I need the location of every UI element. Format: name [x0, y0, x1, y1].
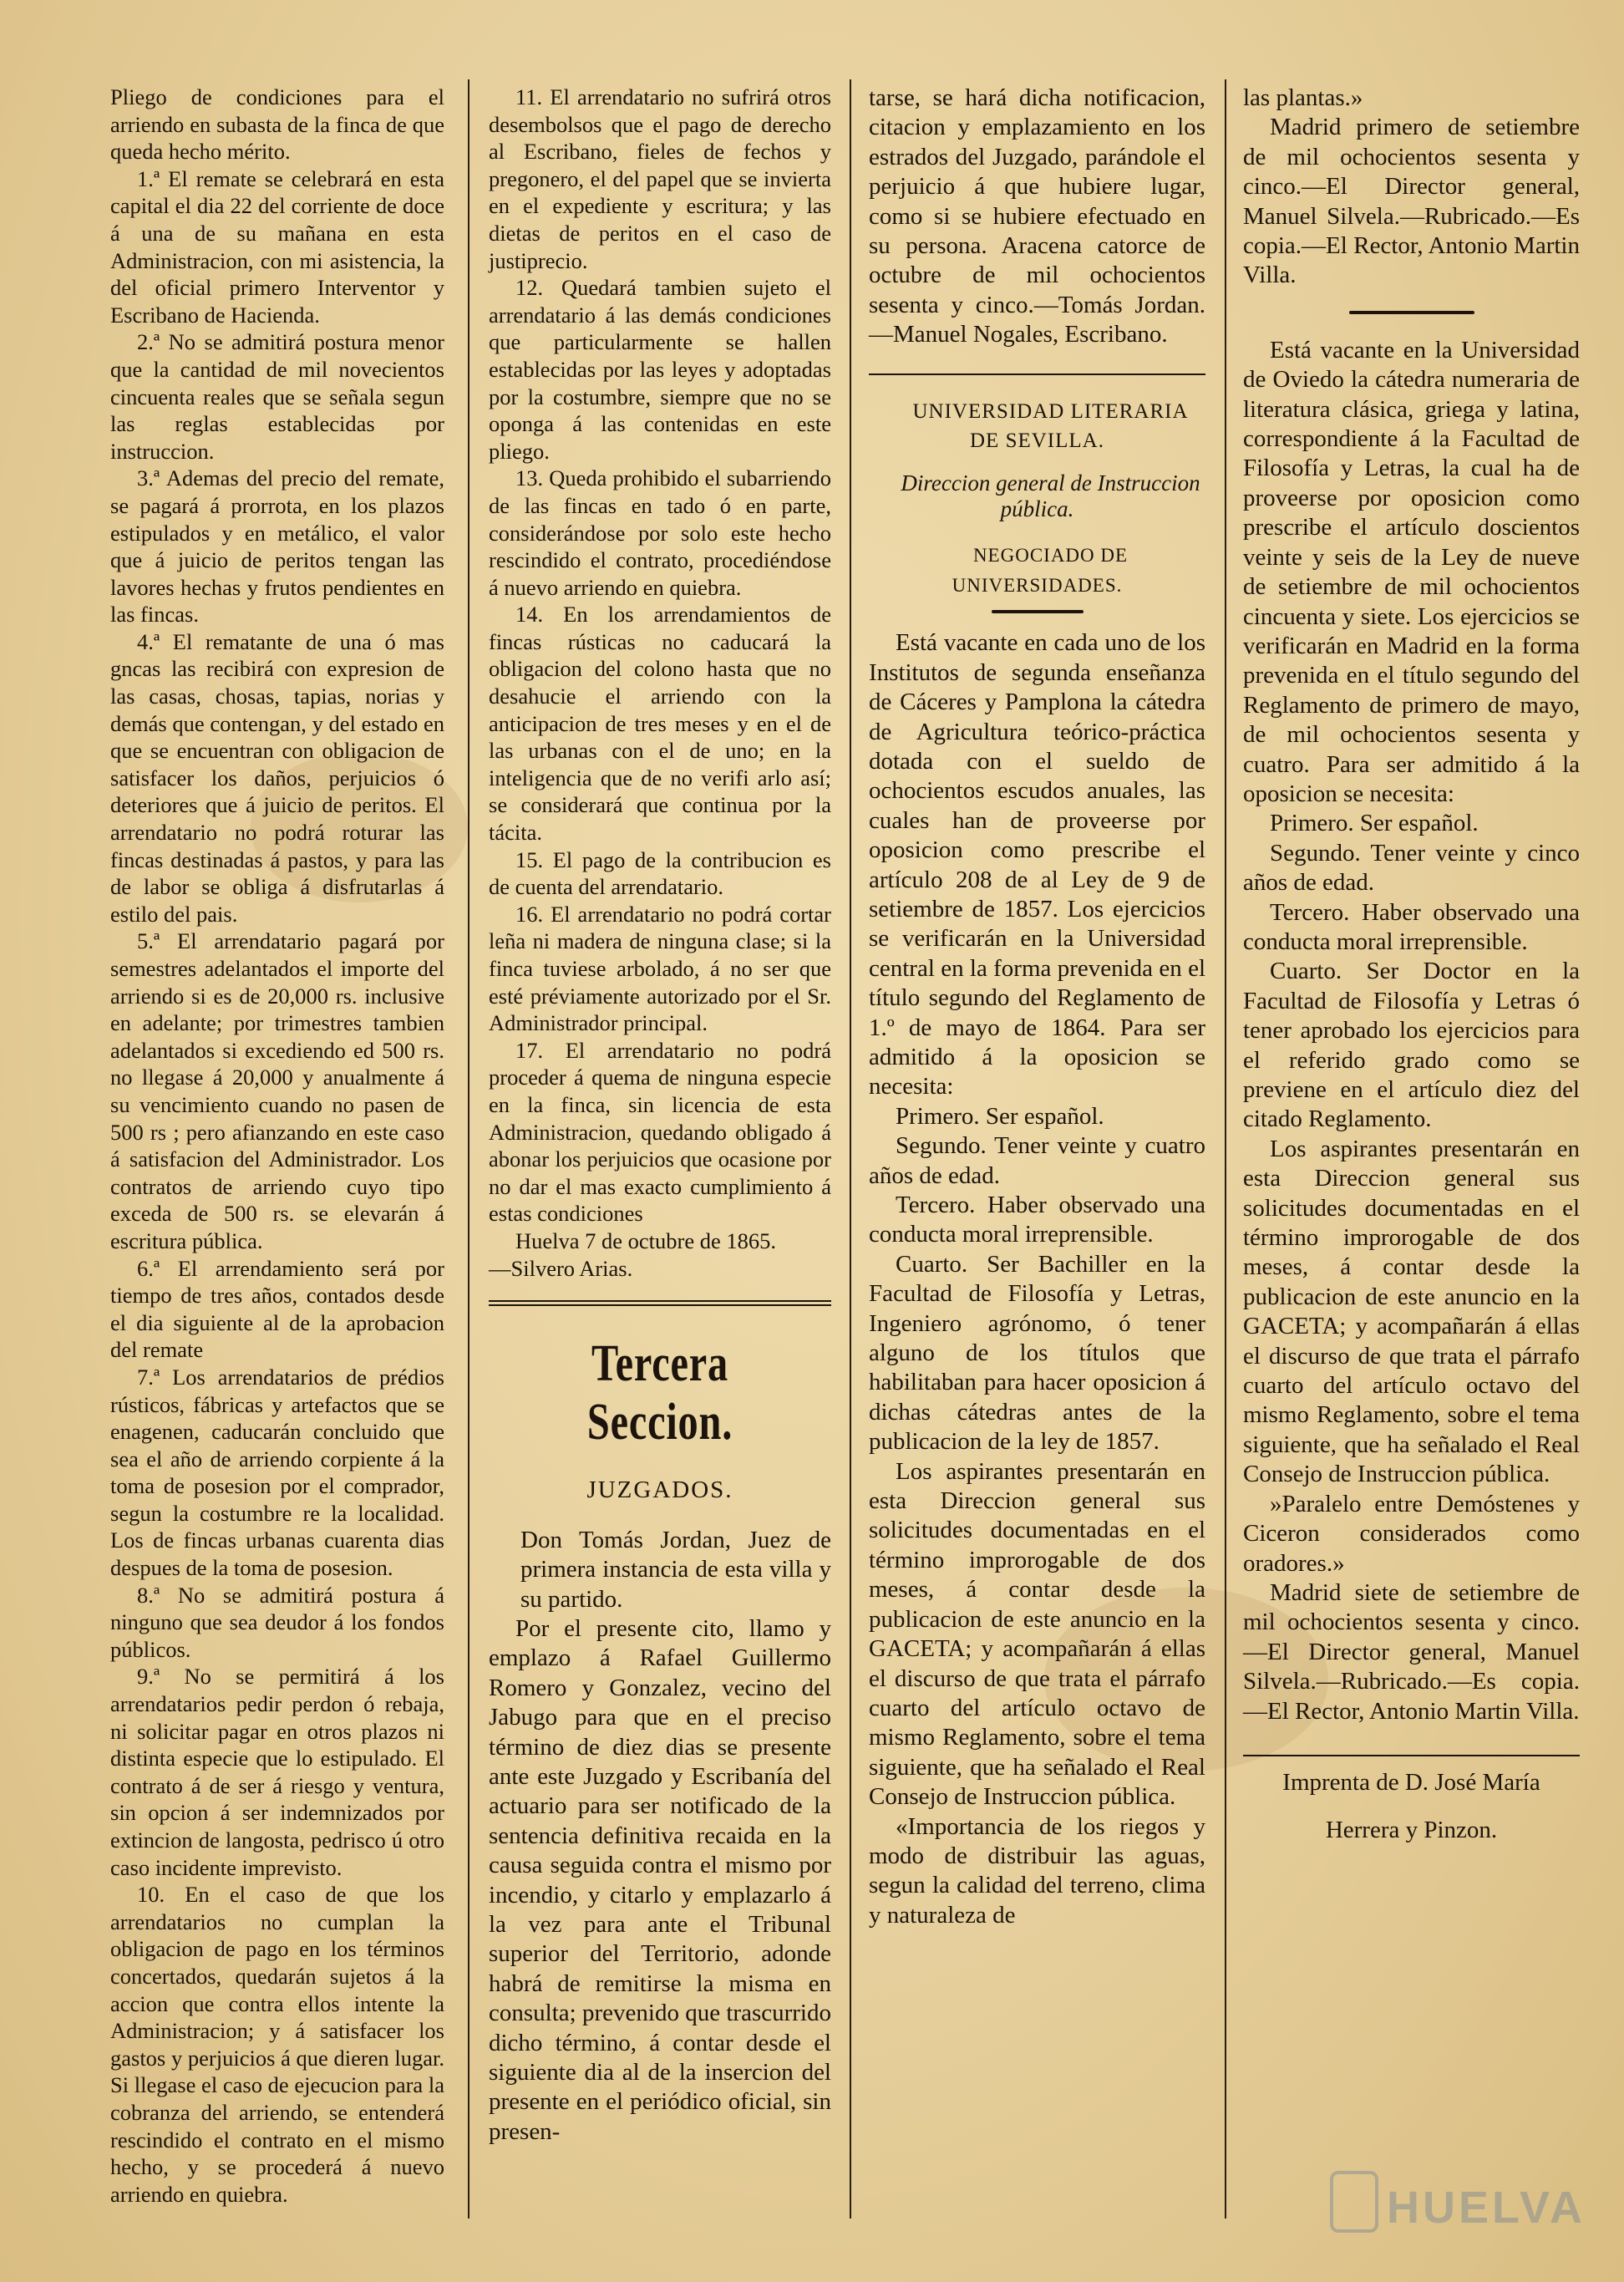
announcement-paragraph: las plantas.»	[1243, 84, 1363, 111]
announcement-paragraph: «Importancia de los riegos y modo de distribuir las aguas, segun la calidad del terreno, clima y naturaleza de	[869, 1812, 1205, 1929]
sevilla-announcement	[869, 628, 1205, 1930]
judge-intro: Don Tomás Jordan, Juez de primera instancia de esta villa y su partido.	[520, 1526, 831, 1613]
library-watermark	[1328, 2164, 1586, 2264]
column-1	[110, 84, 444, 2208]
column-rule	[468, 79, 469, 2218]
column-3	[869, 84, 1205, 1930]
lease-condition: 4.ª El rematante de una ó mas gncas las recibirá con expresion de las casas, chosas, tapias, norias y demás que contengan, y del estado en que se encuentran con obligacion de satisfacer los daños, perjuicios ó deteriores que á juicio de peritos. El arrendatario no podrá roturar las fincas destinadas á pastos, y para las de labor se obliga á disfrutarlas á estilo del pais.	[110, 628, 444, 927]
imprint-line-2: Herrera y Pinzon.	[1325, 1817, 1498, 1844]
oviedo-announcement	[1243, 336, 1580, 1726]
announcement-paragraph: Segundo. Tener veinte y cinco años de edad.	[1243, 839, 1580, 897]
summons-body: Por el presente cito, llamo y emplazo á Rafael Guillermo Romero y Gonzalez, vecino del Jabugo para que en el preciso término de diez dias se presente ante este Juzgado y Escribanía del actuario para ser notificado de la sentencia definitiva recaida en la causa seguida contra el mismo por incendio, y citarlo y emplazarlo á la vez para ante el Tribunal superior del Territorio, adonde habrá de remitirse la misma en consulta; prevenido que trascurrido dicho término, á contar desde el siguiente dia al de la insercion del presente en el periódico oficial, sin presen-	[489, 1614, 831, 2145]
column-rule	[1225, 79, 1226, 2218]
lease-clause: 11. El arrendatario no sufrirá otros desembolsos que el pago de derecho al Escribano, fieles de fechos y pregonero, el del papel que se invierta en el expediente y escritura; y las dietas de peritos en el caso de justiprecio.	[489, 84, 831, 273]
ornament-rule	[992, 610, 1084, 613]
juzgados-heading: JUZGADOS.	[586, 1476, 733, 1504]
closing-signature: —Silvero Arias.	[489, 1255, 633, 1281]
direccion-heading: Direccion general de Instruccion pública.	[901, 470, 1200, 522]
lease-condition: Pliego de condiciones para el arriendo en subasta de la finca de que queda hecho mérito.	[110, 84, 444, 165]
lease-clause: 16. El arrendatario no podrá cortar leña ni madera de ninguna clase; si la finca tuviese arbolado, á no ser que esté préviamente autorizado por el Sr. Administrador principal.	[489, 901, 831, 1036]
announcement-paragraph: Primero. Ser español.	[896, 1102, 1104, 1130]
shield-icon	[1332, 2173, 1377, 2231]
negociado-heading: NEGOCIADO DE UNIVERSIDADES.	[952, 545, 1129, 596]
announcement-paragraph: Los aspirantes presentarán en esta Direccion general sus solicitudes documentadas en el término improrogable de dos meses, á contar desde la publicacion de este anuncio en la GACETA; y acompañarán á ellas el discurso de que trata el párrafo cuarto del artículo octavo de mismo Reglamento, sobre el tema siguiente, que ha señalado el Real Consejo de Instruccion pública.	[869, 1457, 1205, 1811]
summons-continuation: tarse, se hará dicha notificacion, citacion y emplazamiento en los estrados del Juzgado, parándole el perjuicio á que hubiere lugar, como si se hubiere efectuado en su persona. Aracena catorce de octubre de mil ochocientos sesenta y cinco.—Tomás Jordan.—Manuel Nogales, Escribano.	[869, 84, 1205, 348]
lease-condition: 1.ª El remate se celebrará en esta capital el dia 22 del corriente de doce á una de su mañana en esta Administracion, con mi asistencia, la del oficial primero Interventor y Escribano de Hacienda.	[110, 165, 444, 328]
column-4	[1243, 84, 1580, 1846]
lease-condition: 6.ª El arrendamiento será por tiempo de tres años, contados desde el dia siguiente al de la aprobacion del remate	[110, 1255, 444, 1363]
lease-clauses	[489, 84, 831, 1227]
announcement-paragraph: Primero. Ser español.	[1270, 810, 1479, 837]
announcement-paragraph: Tercero. Haber observado una conducta moral irreprensible.	[1243, 898, 1580, 955]
announcement-paragraph: Los aspirantes presentarán en esta Direccion general sus solicitudes documentadas en el término improrogable de dos meses, á contar desde la publicacion de este anuncio en la GACETA; y acompañarán á ellas el discurso de que trata el párrafo cuarto del artículo octavo del mismo Reglamento, sobre el tema siguiente, que ha señalado el Real Consejo de Instruccion pública.	[1243, 1135, 1580, 1488]
imprint-line-1: Imprenta de D. José María	[1282, 1768, 1540, 1796]
lease-clause: 13. Queda prohibido el subarriendo de las fincas en tado ó en parte, considerándose por solo este hecho rescindido el contrato, procediéndose á nuevo arriendo en quiebra.	[489, 465, 831, 600]
lease-condition: 7.ª Los arrendatarios de prédios rústicos, fábricas y artefactos que se enagenen, caducarán concluido que sea el año de arriendo corpiente á la toma de posesion por el comprador, segun la costumbre re la localidad. Los de fincas urbanas cuarenta dias despues de la toma de posesion.	[110, 1364, 444, 1581]
lease-clause: 12. Quedará tambien sujeto el arrendatario á las demás condiciones que particularmente se hallen establecidas por las leyes y adoptadas por la costumbre, siempre que no se oponga á las contenidas en este pliego.	[489, 275, 831, 464]
section-divider	[489, 1300, 831, 1306]
lease-clause: 15. El pago de la contribucion es de cuenta del arrendatario.	[489, 846, 831, 900]
divider	[869, 374, 1205, 375]
lease-condition: 3.ª Ademas del precio del remate, se pagará á prorrota, en los plazos estipulados y en metálico, el valor que á juicio de peritos tengan las lavores hechas y frutos pendientes en las fincas.	[110, 465, 444, 628]
closing-date: Huelva 7 de octubre de 1865.	[515, 1227, 777, 1253]
announcement-paragraph: Está vacante en cada uno de los Institutos de segunda enseñanza de Cáceres y Pamplona la cátedra de Agricultura teórico-práctica dotada con el sueldo de ochocientos escudos anuales, las cuales han de proveerse por oposicion como prescribe el artículo 208 de al Ley de 9 de setiembre de 1857. Los ejercicios se verificarán en la Universidad central en la forma prevenida en el título segundo del Reglamento de 1.º de mayo de 1864. Para ser admitido á la oposicion se necesita:	[869, 629, 1205, 1100]
watermark-text: HUELVA	[1387, 2183, 1586, 2233]
announcement-paragraph: Madrid siete de setiembre de mil ochocientos sesenta y cinco.—El Director general, Manuel Silvela.—Rubricado.—Es copia.—El Rector, Antonio Martin Villa.	[1243, 1578, 1580, 1725]
oviedo-previous-end	[1243, 84, 1580, 291]
lease-condition: 2.ª No se admitirá postura menor que la cantidad de mil novecientos cincuenta reales que se señala segun las reglas establecidas por instruccion.	[110, 329, 444, 464]
announcement-paragraph: Segundo. Tener veinte y cuatro años de edad.	[869, 1132, 1205, 1189]
announcement-paragraph: Cuarto. Ser Doctor en la Facultad de Filosofía y Letras ó tener aprobado los ejercicios para el referido grado como se previene en el artículo diez del citado Reglamento.	[1243, 958, 1580, 1133]
university-heading: UNIVERSIDAD LITERARIA DE SEVILLA.	[912, 399, 1189, 453]
lease-condition: 5.ª El arrendatario pagará por semestres adelantados el importe del arriendo si es de 20,000 rs. inclusive en adelante; por trimestres tambien adelantados si excediendo ed 500 rs. no llegase á 20,000 y anualmente á su vencimiento cuando no pasen de 500 rs ; pero afianzando en este caso á satisfacion del Administrador. Los contratos de arriendo cuyo tipo exceda de 500 rs. se elevarán á escritura pública.	[110, 928, 444, 1253]
announcement-paragraph: Tercero. Haber observado una conducta moral irreprensible.	[869, 1192, 1205, 1248]
ornament-rule	[1349, 311, 1474, 314]
section-title: Tercera Seccion.	[586, 1335, 733, 1451]
announcement-paragraph: Está vacante en la Universidad de Oviedo la cátedra numeraria de literatura clásica, griega y latina, correspondiente á la Facultad de Filosofía y Letras, la cual ha de proveerse por oposicion como prescribe el artículo doscientos veinte y seis de la Ley de nueve de setiembre de mil ochocientos cincuenta y siete. Los ejercicios se verificarán en Madrid en la forma prevenida en el título segundo del Reglamento de primero de mayo, de mil ochocientos sesenta y cuatro. Para ser admitido á la oposicion se necesita:	[1243, 336, 1580, 807]
divider	[1243, 1755, 1580, 1756]
announcement-paragraph: »Paralelo entre Demóstenes y Ciceron considerados como oradores.»	[1243, 1490, 1580, 1577]
lease-condition: 9.ª No se permitirá á los arrendatarios pedir perdon ó rebaja, ni solicitar pagar en otros plazos ni distinta especie que lo estipulado. El contrato á de ser á riesgo y ventura, sin opcion á ser indemnizados por extincion de langosta, pedrisco ú otro caso incidente imprevisto.	[110, 1664, 444, 1880]
lease-condition: 10. En el caso de que los arrendatarios no cumplan la obligacion de pago en los términos concertados, quedarán sujetos á la accion que contra ellos intente la Administracion; y á satisfacer los gastos y perjuicios á que dieren lugar. Si llegase el caso de ejecucion para la cobranza del arriendo, se entenderá rescindido el contrato en el mismo hecho, y se procederá á nuevo arriendo en quiebra.	[110, 1882, 444, 2207]
announcement-paragraph: Cuarto. Ser Bachiller en la Facultad de Filosofía y Letras, Ingeniero agrónomo, ó tener alguno de los títulos que habilitaban para hacer oposicion á dichas cátedras antes de la publicacion de la ley de 1857.	[869, 1250, 1205, 1456]
announcement-paragraph: Madrid primero de setiembre de mil ochocientos sesenta y cinco.—El Director general, Manuel Silvela.—Rubricado.—Es copia.—El Rector, Antonio Martin Villa.	[1243, 114, 1580, 289]
column-2	[489, 84, 831, 2147]
lease-clause: 17. El arrendatario no podrá proceder á quema de ninguna especie en la finca, sin licencia de esta Administracion, quedando obligado á abonar los perjuicios que ocasione por no dar el mas exacto cumplimiento á estas condiciones	[489, 1037, 831, 1227]
lease-condition: 8.ª No se admitirá postura á ninguno que sea deudor á los fondos públicos.	[110, 1582, 444, 1662]
column-rule	[850, 79, 851, 2218]
lease-clause: 14. En los arrendamientos de fincas rústicas no caducará la obligacion del colono hasta que no desahucie el arriendo con la anticipacion de tres meses y en el de las urbanas con el de uno; en la inteligencia que de no verifi arlo así; se considerará que continua por la tácita.	[489, 602, 831, 846]
